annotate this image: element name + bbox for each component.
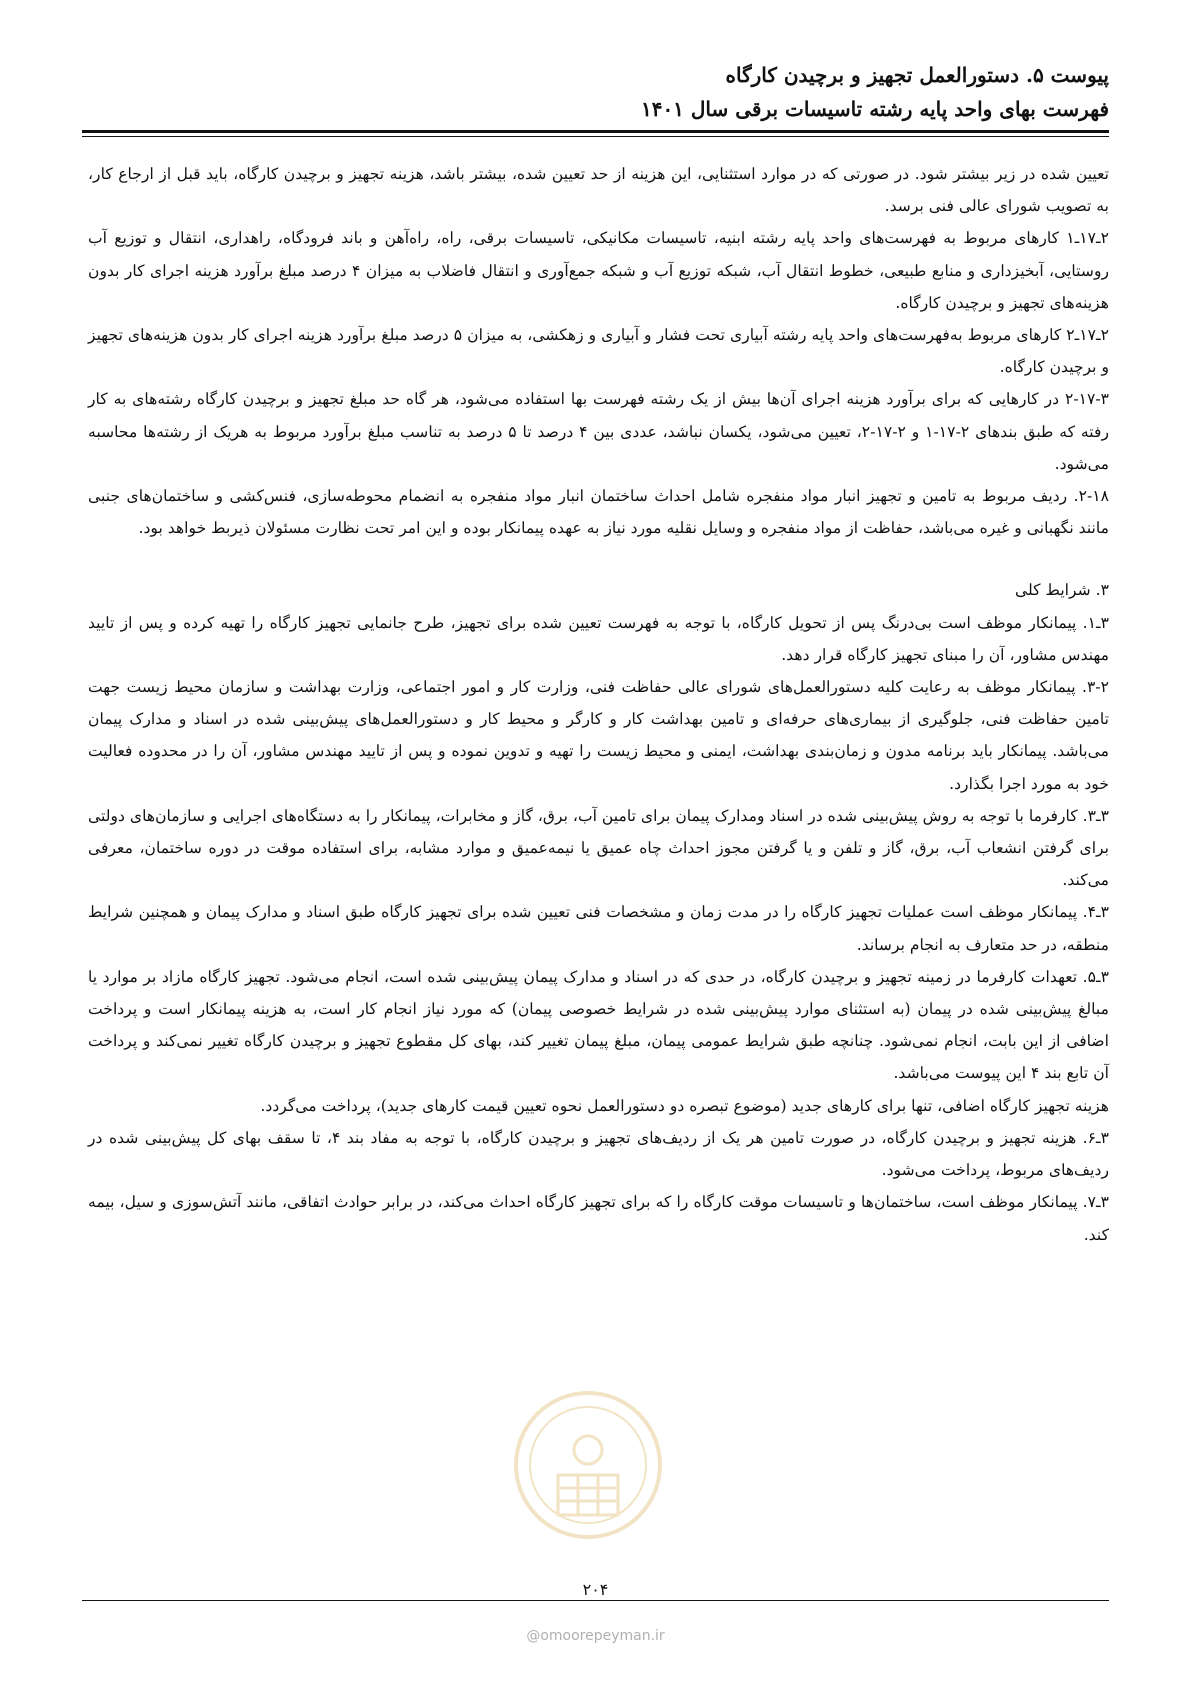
section-gap — [88, 544, 1109, 574]
paragraph: ۲ـ۱۷ـ۱ کارهای مربوط به فهرست‌های واحد پایه رشته ابنیه، تاسیسات مکانیکی، تاسیسات برقی، راه، راه‌آهن و باند فرودگاه، راهداری، انتقال و توزیع آب روستایی، آبخیزداری و منابع طبیعی، خطوط انتقال آب، شبکه توزیع آب و شبکه جمع‌آوری و انتقال فاضلاب به میزان ۴ درصد مبلغ برآورد هزینه اجرای کار بدون هزینه‌های تجهیز و برچیدن کارگاه. — [88, 229, 1110, 312]
paragraph: تعیین شده در زیر بیشتر شود. در صورتی که در موارد استثنایی، این هزینه از حد تعیین شده، بیشتر باشد، هزینه تجهیز و برچیدن کارگاه، باید قبل از ارجاع کار، به تصویب شورای عالی فنی برسد. — [88, 165, 1109, 216]
header-rule-thin — [82, 136, 1109, 137]
header-title: پیوست ۵. دستورالعمل تجهیز و برچیدن کارگاه — [725, 63, 1109, 87]
paragraph: ۲ـ۱۷ـ۲ کارهای مربوط به‌فهرست‌های واحد پایه رشته آبیاری تحت فشار و آبیاری و زهکشی، به میزان ۵ درصد مبلغ برآورد هزینه اجرای کار بدون هزینه‌های تجهیز و برچیدن کارگاه. — [88, 326, 1109, 377]
page-number: ۲۰۴ — [582, 1580, 609, 1599]
section-paragraph: ۳ـ۷. پیمانکار موظف است، ساختمان‌ها و تاسیسات موقت کارگاه را که برای تجهیز کارگاه احداث می‌کند، در برابر حوادث اتفاقی، مانند آتش‌سوزی و سیل، بیمه کند. — [88, 1193, 1109, 1244]
section-paragraph: ۳ـ۳. کارفرما با توجه به روش پیش‌بینی شده در اسناد ومدارک پیمان برای تامین آب، برق، گاز و مخابرات، پیمانکار را به دستگاه‌های اجرایی و سازمان‌های دولتی برای گرفتن انشعاب آب، برق، گاز و تلفن و یا گرفتن مجوز احداث چاه عمیق یا نیمه‌عمیق و موارد مشابه، برای استفاده موقت در دوره ساختمان، معرفی می‌کند. — [88, 806, 1109, 890]
paragraph: ۲-۱۸. ردیف مربوط به تامین و تجهیز انبار مواد منفجره شامل احداث ساختمان انبار مواد منفجره به انضمام محوطه‌سازی، فنس‌کشی و ساختمان‌های جنبی مانند نگهبانی و غیره می‌باشد، حفاظت از مواد منفجره و وسایل نقلیه مورد نیاز به عهده پیمانکار بوده و این امر تحت نظارت مسئولان ذیربط خواهد بود. — [88, 487, 1109, 538]
section-title: ۳. شرایط کلی — [1015, 581, 1109, 600]
section-paragraph: ۳-۲. پیمانکار موظف به رعایت کلیه دستورالعمل‌های شورای عالی حفاظت فنی، وزارت کار و امور اجتماعی، وزارت بهداشت و سازمان محیط زیست جهت تامین حفاظت فنی، جلوگیری از بیماری‌های حرفه‌ای و تامین بهداشت کار و کارگر و محیط کار و دستورالعمل‌های پیش‌بینی شده در اسناد و مدارک پیمان می‌باشد. پیمانکار باید برنامه مدون و زمان‌بندی بهداشت، ایمنی و محیط زیست را تهیه و تدوین نموده و پس از تایید مهندس مشاور، آن را در محدوده فعالیت خود به مورد اجرا بگذارد. — [88, 678, 1109, 793]
header-rule-thick — [82, 130, 1109, 133]
watermark-site-text: @omoorepeyman.ir — [526, 1628, 665, 1644]
section-paragraph: ۳ـ۵. تعهدات کارفرما در زمینه تجهیز و برچیدن کارگاه، در حدی که در اسناد و مدارک پیمان پیش‌بینی شده است، انجام می‌شود. تجهیز کارگاه مازاد بر موارد یا مبالغ پیش‌بینی شده در پیمان (به استثنای موارد پیش‌بینی شده در شرایط خصوصی پیمان) که مورد نیاز انجام کار است، به هزینه پیمانکار است و پرداخت اضافی از این بابت، انجام نمی‌شود. چنانچه طبق شرایط عمومی پیمان، مبلغ پیمان تغییر کند، بهای کل مقطوع تجهیز و برچیدن کارگاه تغییر نمی‌کند و پرداخت آن تابع بند ۴ این پیوست می‌باشد. — [88, 967, 1109, 1083]
footer-rule — [82, 1600, 1109, 1601]
watermark-seal-icon — [508, 1370, 668, 1570]
page-header — [82, 58, 1109, 126]
paragraph: ۲-۱۷-۳ در کارهایی که برای برآورد هزینه اجرای آن‌ها بیش از یک رشته فهرست بها استفاده می‌شود، هر گاه حد مبلغ تجهیز و برچیدن کارگاه رشته‌های به کار رفته که طبق بندهای ۲-۱۷-۱ و ۲-۱۷-۲، تعیین می‌شود، یکسان نباشد، عددی بین ۴ درصد تا ۵ درصد به تناسب مبلغ برآورد مربوط به هریک از رشته‌ها محاسبه می‌شود. — [88, 390, 1110, 473]
header-subtitle: فهرست بهای واحد پایه رشته تاسیسات برقی سال ۱۴۰۱ — [640, 97, 1109, 121]
document-body — [88, 158, 1109, 1251]
section-paragraph: ۳ـ۴. پیمانکار موظف است عملیات تجهیز کارگاه را در مدت زمان و مشخصات فنی تعیین شده برای تجهیز کارگاه طبق اسناد و مدارک پیمان و همچنین شرایط منطقه، در حد متعارف به انجام برساند. — [88, 903, 1109, 954]
section-paragraph: ۳ـ۱. پیمانکار موظف است بی‌درنگ پس از تحویل کارگاه، با توجه به فهرست تعیین شده برای تجهیز، طرح جانمایی تجهیز کارگاه را تهیه کرده و پس از تایید مهندس مشاور، آن را مبنای تجهیز کارگاه قرار دهد. — [88, 613, 1109, 664]
section-paragraph: ۳ـ۶. هزینه تجهیز و برچیدن کارگاه، در صورت تامین هر یک از ردیف‌های تجهیز و برچیدن کارگاه، با توجه به مفاد بند ۴، تا سقف بهای کل پیش‌بینی شده در ردیف‌های مربوط، پرداخت می‌شود. — [88, 1128, 1109, 1180]
section-paragraph: هزینه تجهیز کارگاه اضافی، تنها برای کارهای جدید (موضوع تبصره دو دستورالعمل نحوه تعیین قیمت کارهای جدید)، پرداخت می‌گردد. — [260, 1096, 1109, 1115]
